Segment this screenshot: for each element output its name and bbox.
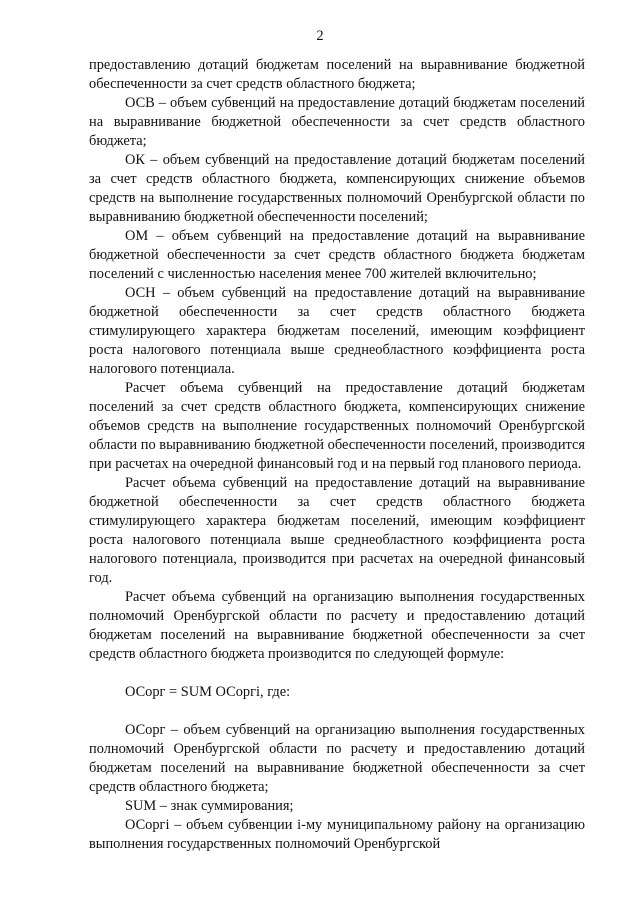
page-number: 2 [316, 28, 324, 44]
definition-osorg: ОСорг – объем субвенций на организацию выполнения государственных полномочий Оренбургской области по расчету и предоставлению дотаций бюджетам поселений на выравнивание бюджетной обеспеченности за счет средств областного бюджета; [89, 722, 585, 795]
paragraph-continuation: предоставлению дотаций бюджетам поселений на выравнивание бюджетной обеспеченности за счет средств областного бюджета; [89, 57, 585, 92]
document-body [89, 56, 585, 854]
paragraph-osn-definition: ОСН – объем субвенций на предоставление дотаций на выравнивание бюджетной обеспеченности за счет средств областного бюджета стимулирующего характера бюджетам поселений, имеющим коэффициент роста налогового потенциала выше среднеобластного коэффициента роста налогового потенциала. [89, 285, 585, 377]
paragraph-osv-definition: ОСВ – объем субвенций на предоставление дотаций бюджетам поселений на выравнивание бюджетной обеспеченности за счет средств областного бюджета; [89, 95, 585, 149]
paragraph-compensating-calculation: Расчет объема субвенций на предоставление дотаций бюджетам поселений за счет средств областного бюджета, компенсирующих снижение объемов средств на выполнение государственных полномочий Оренбургской области по выравниванию бюджетной обеспеченности поселений, производится при расчетах на очередной финансовый год и на первый год планового периода. [89, 380, 585, 472]
definition-osorgi: ОСоргi – объем субвенции i-му муниципальному району на организацию выполнения государственных полномочий Оренбургской [89, 817, 585, 852]
paragraph-ok-definition: ОК – объем субвенций на предоставление дотаций бюджетам поселений за счет средств областного бюджета, компенсирующих снижение объемов средств на выполнение государственных полномочий Оренбургской области по выравниванию бюджетной обеспеченности поселений; [89, 152, 585, 225]
paragraph-stimulating-calculation: Расчет объема субвенций на предоставление дотаций на выравнивание бюджетной обеспеченности за счет средств областного бюджета стимулирующего характера бюджетам поселений, имеющим коэффициент роста налогового потенциала выше среднеобластного коэффициента роста налогового потенциала, производится при расчетах на очередной финансовый год. [89, 475, 585, 586]
definition-sum: SUM – знак суммирования; [125, 798, 294, 814]
paragraph-organization-calculation: Расчет объема субвенций на организацию выполнения государственных полномочий Оренбургской области по расчету и предоставлению дотаций бюджетам поселений на выравнивание бюджетной обеспеченности за счет средств областного бюджета производится по следующей формуле: [89, 589, 585, 662]
paragraph-om-definition: ОМ – объем субвенций на предоставление дотаций на выравнивание бюджетной обеспеченности за счет средств областного бюджета бюджетам поселений с численностью населения менее 700 жителей включительно; [89, 228, 585, 282]
formula: ОСорг = SUM ОСоргi, где: [125, 684, 291, 700]
